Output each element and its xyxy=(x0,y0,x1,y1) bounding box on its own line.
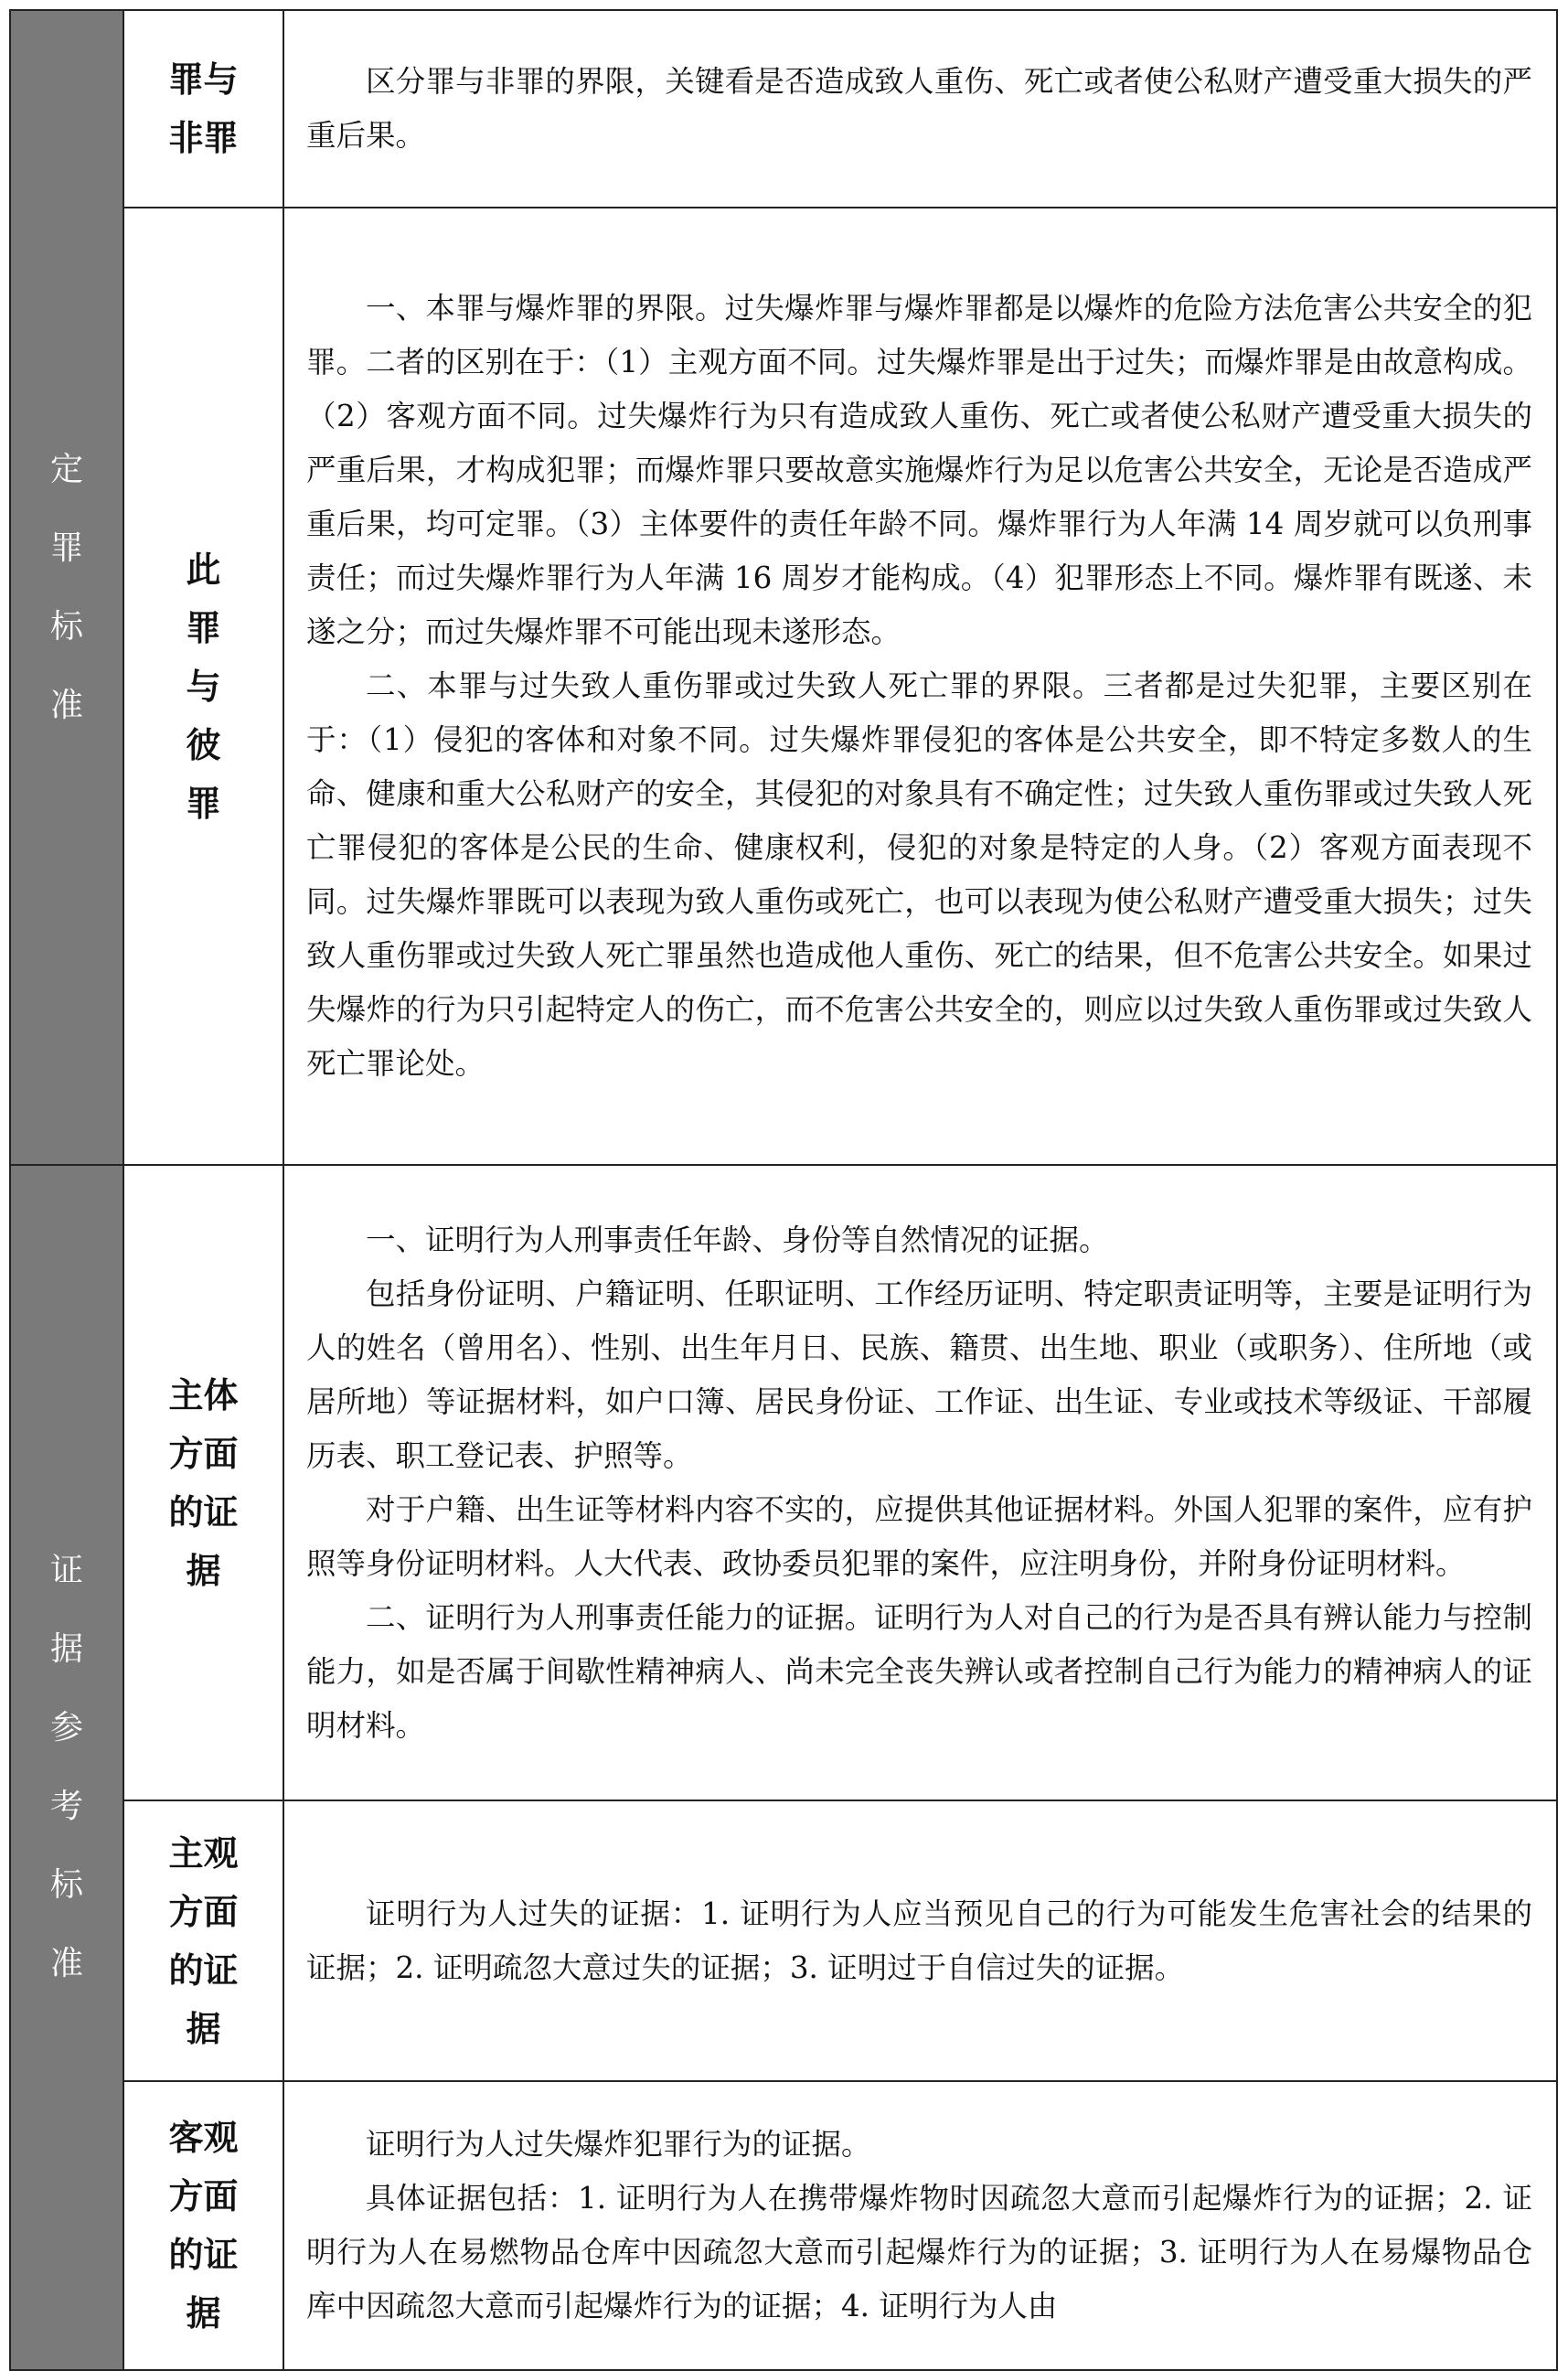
table-row xyxy=(10,10,1557,208)
row-label-cell xyxy=(123,10,283,208)
row-content-cell xyxy=(283,2081,1557,2370)
paragraph: 二、本罪与过失致人重伤罪或过失致人死亡罪的界限。三者都是过失犯罪，主要区别在于：（1）侵犯的客体和对象不同。过失爆炸罪侵犯的客体是公共安全，即不特定多数人的生命、健康和重大公私财产的安全，其侵犯的对象具有不确定性；过失致人重伤罪或过失致人死亡罪侵犯的客体是公民的生命、健康权利，侵犯的对象是特定的人身。（2）客观方面表现不同。过失爆炸罪既可以表现为致人重伤或死亡，也可以表现为使公私财产遭受重大损失；过失致人重伤罪或过失致人死亡罪虽然也造成他人重伤、死亡的结果，但不危害公共安全。如果过失爆炸的行为只引起特定人的伤亡，而不危害公共安全的，则应以过失致人重伤罪或过失致人死亡罪论处。 xyxy=(306,668,1532,1081)
table-row xyxy=(10,208,1557,1165)
paragraph: 证明行为人过失的证据：1. 证明行为人应当预见自己的行为可能发生危害社会的结果的证据；2. 证明疏忽大意过失的证据；3. 证明过于自信过失的证据。 xyxy=(306,1896,1532,1985)
criteria-table xyxy=(9,9,1558,2371)
paragraph: 一、证明行为人刑事责任年龄、身份等自然情况的证据。 xyxy=(366,1222,1109,1257)
category-label: 证据参考标准 xyxy=(49,1552,83,1982)
row-label: 主观方面的证据 xyxy=(168,1832,239,2049)
row-label-cell xyxy=(123,2081,283,2370)
document-page xyxy=(9,9,1558,2369)
category-label: 定罪标准 xyxy=(49,450,83,724)
row-content-cell xyxy=(283,10,1557,208)
paragraph: 二、证明行为人刑事责任能力的证据。证明行为人对自己的行为是否具有辨认能力与控制能力，如是否属于间歇性精神病人、尚未完全丧失辨认或者控制自己行为能力的精神病人的证明材料。 xyxy=(306,1599,1532,1743)
category-cell-evidence-standard xyxy=(10,1165,123,2370)
paragraph: 具体证据包括：1. 证明行为人在携带爆炸物时因疏忽大意而引起爆炸行为的证据；2. 证明行为人在易燃物品仓库中因疏忽大意而引起爆炸行为的证据；3. 证明行为人在易爆物品仓库中因疏忽大意而引起爆炸行为的证据；4. 证明行为人由 xyxy=(306,2181,1532,2323)
paragraph: 一、本罪与爆炸罪的界限。过失爆炸罪与爆炸罪都是以爆炸的危险方法危害公共安全的犯罪。二者的区别在于：（1）主观方面不同。过失爆炸罪是出于过失；而爆炸罪是由故意构成。（2）客观方面不同。过失爆炸行为只有造成致人重伤、死亡或者使公私财产遭受重大损失的严重后果，才构成犯罪；而爆炸罪只要故意实施爆炸行为足以危害公共安全，无论是否造成严重后果，均可定罪。（3）主体要件的责任年龄不同。爆炸罪行为人年满 14 周岁就可以负刑事责任；而过失爆炸罪行为人年满 16 周岁才能构成。（4）犯罪形态上不同。爆炸罪有既遂、未遂之分；而过失爆炸罪不可能出现未遂形态。 xyxy=(306,291,1532,649)
row-label-cell xyxy=(123,1800,283,2081)
table-row xyxy=(10,2081,1557,2370)
row-content-cell xyxy=(283,1800,1557,2081)
paragraph: 区分罪与非罪的界限，关键看是否造成致人重伤、死亡或者使公私财产遭受重大损失的严重后果。 xyxy=(306,64,1532,153)
paragraph: 包括身份证明、户籍证明、任职证明、工作经历证明、特定职责证明等，主要是证明行为人的姓名（曾用名）、性别、出生年月日、民族、籍贯、出生地、职业（或职务）、住所地（或居所地）等证据材料，如户口簿、居民身份证、工作证、出生证、专业或技术等级证、干部履历表、职工登记表、护照等。 xyxy=(306,1276,1532,1473)
row-content-cell xyxy=(283,208,1557,1165)
row-label: 主体方面的证据 xyxy=(168,1374,239,1591)
row-label: 客观方面的证据 xyxy=(168,2118,239,2334)
table-row xyxy=(10,1800,1557,2081)
row-label: 罪与非罪 xyxy=(168,59,239,158)
paragraph: 证明行为人过失爆炸犯罪行为的证据。 xyxy=(366,2127,871,2162)
table-row xyxy=(10,1165,1557,1800)
row-label: 此罪与彼罪 xyxy=(186,549,221,824)
row-content-cell xyxy=(283,1165,1557,1800)
row-label-cell xyxy=(123,208,283,1165)
row-label-cell xyxy=(123,1165,283,1800)
paragraph: 对于户籍、出生证等材料内容不实的，应提供其他证据材料。外国人犯罪的案件，应有护照等身份证明材料。人大代表、政协委员犯罪的案件，应注明身份，并附身份证明材料。 xyxy=(306,1491,1532,1581)
category-cell-conviction-standard xyxy=(10,10,123,1165)
